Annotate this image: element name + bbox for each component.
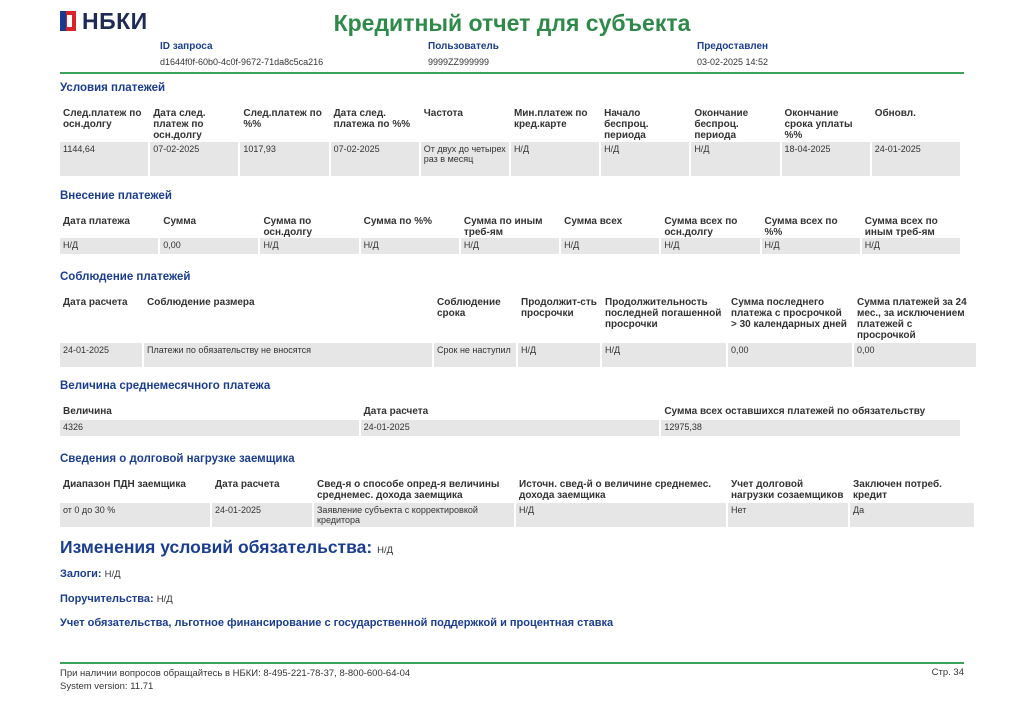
column-header: Соблюдение срока bbox=[437, 297, 501, 319]
column-header: Обновл. bbox=[874, 108, 916, 119]
table-row bbox=[60, 420, 960, 436]
meta-value: 9999ZZ999999 bbox=[428, 57, 490, 67]
table-cell: 24-01-2025 bbox=[60, 343, 142, 367]
column-header: Диапазон ПДН заемщика bbox=[63, 479, 186, 490]
column-header: Сумма по %% bbox=[363, 216, 433, 227]
column-header: Продолжит-сть просрочки bbox=[521, 297, 597, 319]
table-cell: От двух до четырех раз в месяц bbox=[421, 142, 509, 176]
column-header: Сумма всех оставшихся платежей по обязательству bbox=[664, 406, 926, 417]
table-cell: Да bbox=[850, 503, 974, 527]
meta-value: d1644f0f-60b0-4c0f-9672-71da8c5ca216 bbox=[160, 57, 324, 67]
changes-value: Н/Д bbox=[377, 545, 394, 556]
table-cell: Срок не наступил bbox=[434, 343, 516, 367]
table-cell: Н/Д bbox=[661, 238, 759, 254]
table-cell: 24-01-2025 bbox=[361, 420, 660, 436]
table-cell: Заявление субъекта с корректировкой кредитора bbox=[314, 503, 514, 527]
debt-load-table bbox=[58, 479, 976, 527]
table-cell: 0,00 bbox=[728, 343, 852, 367]
table-cell: 07-02-2025 bbox=[150, 142, 238, 176]
payment-terms-table bbox=[58, 108, 962, 176]
column-header: Сумма bbox=[163, 216, 197, 227]
column-header: Сумма по иным треб-ям bbox=[463, 216, 543, 238]
table-cell: Н/Д bbox=[361, 238, 459, 254]
compliance-table bbox=[58, 297, 978, 367]
section-title-payments-made: Внесение платежей bbox=[60, 190, 172, 202]
column-header: Сумма последнего платежа с просрочкой > 30 календарных дней bbox=[731, 297, 847, 330]
meta-value: 03-02-2025 14:52 bbox=[697, 57, 769, 67]
column-header: Начало беспроц. периода bbox=[604, 108, 649, 141]
column-header: Соблюдение размера bbox=[147, 297, 255, 308]
table-row bbox=[60, 142, 960, 176]
table-cell: 4326 bbox=[60, 420, 359, 436]
payments-made-table bbox=[58, 216, 962, 254]
guarantees-heading bbox=[60, 593, 173, 605]
column-header: След.платеж по %% bbox=[243, 108, 322, 130]
section-title-debt-load: Сведения о долговой нагрузке заемщика bbox=[60, 453, 295, 465]
table-row bbox=[60, 238, 960, 254]
column-header: Источн. свед-й о величине среднемес. дохода заемщика bbox=[519, 479, 712, 501]
column-header: Дата расчета bbox=[215, 479, 280, 490]
table-cell: от 0 до 30 % bbox=[60, 503, 210, 527]
table-cell: 18-04-2025 bbox=[782, 142, 870, 176]
footer-divider bbox=[60, 662, 964, 664]
table-cell: Н/Д bbox=[691, 142, 779, 176]
table-cell: 0,00 bbox=[854, 343, 976, 367]
section-title-compliance: Соблюдение платежей bbox=[60, 271, 191, 283]
footer-version: System version: 11.71 bbox=[60, 681, 154, 692]
header-divider bbox=[60, 72, 964, 74]
meta-user bbox=[428, 40, 499, 69]
table-cell: Н/Д bbox=[561, 238, 659, 254]
column-header: Дата платежа bbox=[63, 216, 130, 227]
meta-label: Пользователь bbox=[428, 41, 499, 52]
column-header: Дата след. платежа по %% bbox=[333, 108, 411, 130]
column-header: След.платеж по осн.долгу bbox=[63, 108, 142, 130]
column-header: Дата расчета bbox=[63, 297, 128, 308]
column-header: Сумма платежей за 24 мес., за исключением платежей с просрочкой bbox=[857, 297, 967, 341]
table-row bbox=[60, 503, 974, 527]
table-cell: Н/Д bbox=[518, 343, 600, 367]
table-row bbox=[60, 343, 976, 367]
table-cell: Нет bbox=[728, 503, 848, 527]
section-title-avg-payment: Величина среднемесячного платежа bbox=[60, 380, 271, 392]
table-cell: 1144,64 bbox=[60, 142, 148, 176]
report-title: Кредитный отчет для субъекта bbox=[333, 10, 691, 36]
table-cell: Н/Д bbox=[762, 238, 860, 254]
table-cell: 24-01-2025 bbox=[872, 142, 960, 176]
collateral-label: Залоги: bbox=[60, 568, 102, 580]
changes-heading bbox=[60, 537, 393, 558]
collateral-heading bbox=[60, 568, 121, 580]
column-header: Дата след. платеж по осн.долгу bbox=[153, 108, 206, 141]
changes-label: Изменения условий обязательства: bbox=[60, 537, 373, 557]
footer-info bbox=[60, 667, 410, 693]
guarantees-label: Поручительства: bbox=[60, 593, 154, 605]
column-header: Окончание беспроц. периода bbox=[694, 108, 749, 141]
column-header: Дата расчета bbox=[363, 406, 429, 417]
table-cell: Н/Д bbox=[60, 238, 158, 254]
column-header: Сумма всех по осн.долгу bbox=[664, 216, 738, 238]
column-header: Сумма по осн.долгу bbox=[263, 216, 313, 238]
table-cell: Н/Д bbox=[602, 343, 726, 367]
column-header: Сумма всех по %% bbox=[764, 216, 838, 238]
meta-provided bbox=[697, 40, 768, 69]
avg-payment-table bbox=[58, 406, 962, 436]
meta-label: ID запроса bbox=[160, 41, 213, 52]
page-number: Стр. 34 bbox=[931, 667, 964, 678]
table-cell: Н/Д bbox=[862, 238, 960, 254]
column-header: Окончание срока уплаты %% bbox=[784, 108, 853, 141]
table-cell: 0,00 bbox=[160, 238, 258, 254]
table-cell: Н/Д bbox=[461, 238, 559, 254]
table-cell: 07-02-2025 bbox=[331, 142, 419, 176]
table-cell: 1017,93 bbox=[240, 142, 328, 176]
meta-request-id bbox=[160, 40, 323, 69]
section-title-payment-terms: Условия платежей bbox=[60, 82, 166, 94]
table-cell: Платежи по обязательству не вносятся bbox=[144, 343, 432, 367]
guarantees-value: Н/Д bbox=[156, 594, 173, 605]
table-cell: Н/Д bbox=[601, 142, 689, 176]
column-header: Величина bbox=[63, 406, 112, 417]
table-cell: 24-01-2025 bbox=[212, 503, 312, 527]
column-header: Частота bbox=[423, 108, 463, 119]
table-cell: Н/Д bbox=[260, 238, 358, 254]
table-cell: 12975,38 bbox=[661, 420, 960, 436]
column-header: Сумма всех bbox=[564, 216, 623, 227]
column-header: Сумма всех по иным треб-ям bbox=[864, 216, 938, 238]
collateral-value: Н/Д bbox=[104, 569, 121, 580]
column-header: Учет долговой нагрузки созаемщиков bbox=[731, 479, 844, 501]
footer-contact: При наличии вопросов обращайтесь в НБКИ: 8-495-221-78-37, 8-800-600-64-04 bbox=[60, 668, 411, 679]
meta-label: Предоставлен bbox=[697, 41, 769, 52]
column-header: Свед-я о способе опред-я величины среднемес. дохода заемщика bbox=[317, 479, 500, 501]
preferential-heading: Учет обязательства, льготное финансирование с государственной поддержкой и процентная ставка bbox=[60, 617, 614, 629]
column-header: Мин.платеж по кред.карте bbox=[513, 108, 588, 130]
column-header: Заключен потреб. кредит bbox=[853, 479, 942, 501]
column-header: Продолжительность последней погашенной просрочки bbox=[605, 297, 722, 330]
table-cell: Н/Д bbox=[516, 503, 726, 527]
table-cell: Н/Д bbox=[511, 142, 599, 176]
logo-text: НБКИ bbox=[82, 8, 148, 34]
